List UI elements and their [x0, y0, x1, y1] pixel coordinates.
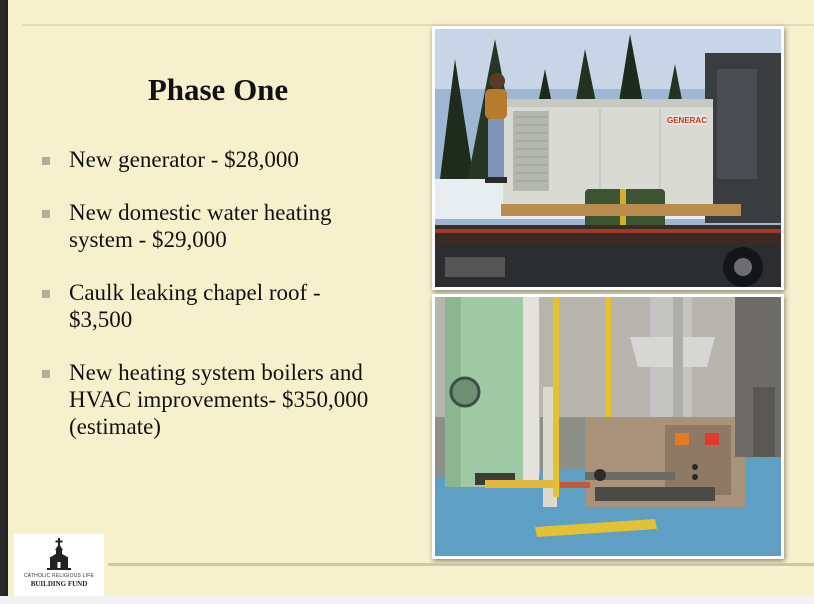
- svg-text:GENERAC: GENERAC: [666, 116, 708, 125]
- bullet-item: [38, 279, 388, 333]
- bullet-item: [38, 199, 388, 253]
- bullet-list: [38, 146, 388, 466]
- window-bottom-band: [0, 596, 814, 604]
- bottom-divider: [108, 563, 814, 566]
- generator-photo: [432, 26, 784, 290]
- church-icon: [47, 538, 71, 570]
- slide: [8, 0, 814, 596]
- slide-title: Phase One: [147, 72, 289, 107]
- bullet-item: [38, 359, 388, 440]
- square-bullet-icon: [42, 370, 50, 378]
- square-bullet-icon: [42, 210, 50, 218]
- logo-tagline: CATHOLIC RELIGIOUS LIFE: [23, 573, 95, 579]
- boiler-room-image: [435, 297, 781, 556]
- building-fund-logo: [14, 534, 104, 596]
- square-bullet-icon: [42, 157, 50, 165]
- generator-image: [435, 29, 781, 287]
- logo-name: BUILDING FUND: [30, 580, 88, 588]
- bullet-text: Caulk leaking chapel roof - $3,500: [69, 280, 321, 332]
- boiler-room-photo: [432, 294, 784, 559]
- bullet-text: New heating system boilers and HVAC improvements- $350,000 (estimate): [69, 360, 369, 439]
- bullet-text: New generator - $28,000: [69, 147, 299, 172]
- bullet-text: New domestic water heating system - $29,000: [69, 200, 332, 252]
- bullet-item: [38, 146, 388, 173]
- square-bullet-icon: [42, 290, 50, 298]
